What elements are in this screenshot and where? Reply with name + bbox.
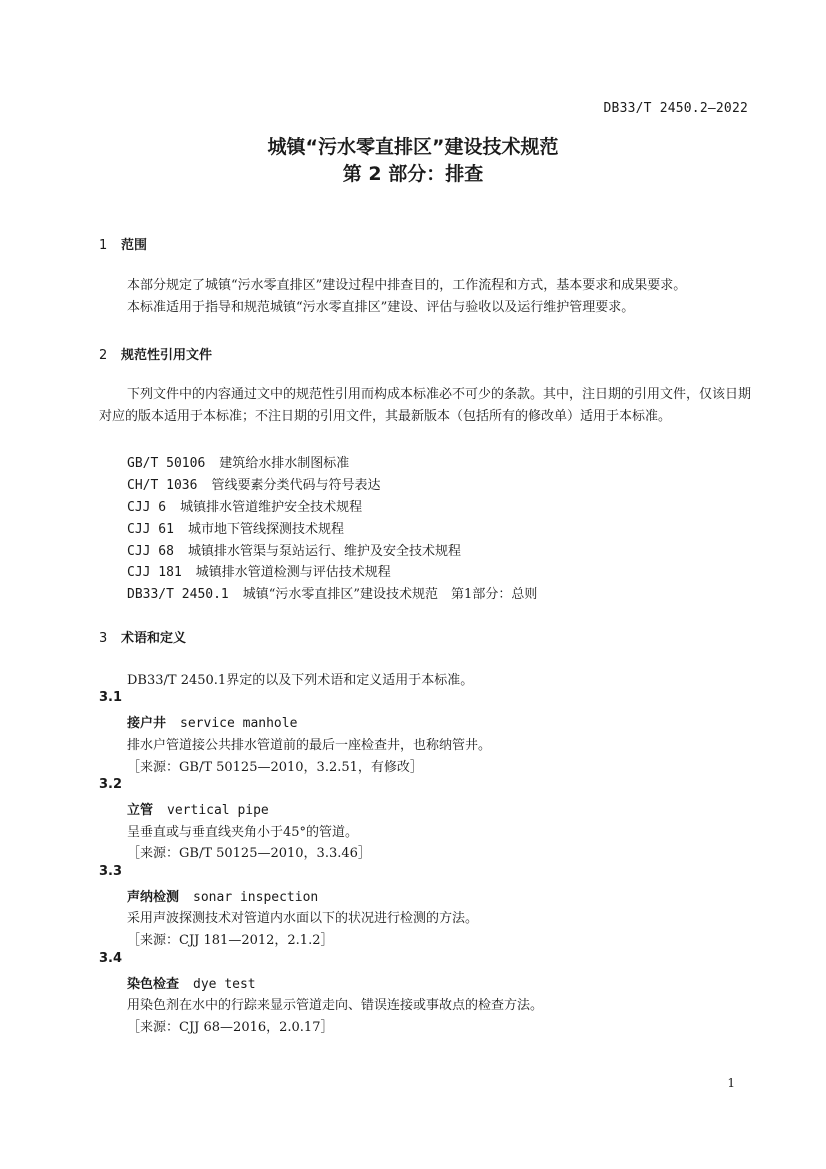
reference-item — [127, 452, 349, 471]
term-en: vertical pipe — [167, 803, 269, 818]
reference-title: 城镇排水管道维护安全技术规程 — [180, 500, 363, 515]
reference-code: CJJ 6 — [127, 500, 167, 515]
term-number: 3.3 — [99, 864, 123, 879]
term-title — [127, 712, 297, 731]
term-zh: 立管 — [127, 803, 154, 818]
document-title: 城镇“污水零直排区”建设技术规范 — [267, 136, 559, 158]
section-title: 术语和定义 — [121, 631, 187, 646]
term-number: 3.4 — [99, 951, 123, 966]
reference-title: 城市地下管线探测技术规程 — [187, 522, 344, 537]
reference-item — [127, 561, 391, 580]
reference-code: DB33/T 2450.1 — [127, 587, 229, 602]
reference-code: CH/T 1036 — [127, 478, 198, 493]
section-number: 3 — [99, 631, 108, 646]
reference-title: 城镇排水管渠与泵站运行、维护及安全技术规程 — [187, 544, 461, 559]
term-source: ［来源：CJJ 68—2016，2.0.17］ — [127, 1020, 334, 1035]
reference-item — [127, 518, 344, 537]
reference-code: GB/T 50106 — [127, 456, 206, 471]
page-number: 1 — [727, 1076, 735, 1090]
reference-code: CJJ 61 — [127, 522, 174, 537]
term-definition: 用染色剂在水中的行踪来显示管道走向、错误连接或事故点的检查方法。 — [127, 998, 544, 1013]
term-en: sonar inspection — [193, 890, 319, 905]
reference-title: 城镇“污水零直排区”建设技术规范 第1部分：总则 — [242, 587, 538, 602]
reference-title: 建筑给水排水制图标准 — [219, 456, 350, 471]
section-title: 规范性引用文件 — [121, 348, 213, 363]
reference-item — [127, 474, 380, 493]
reference-code: CJJ 181 — [127, 565, 182, 580]
term-title — [127, 886, 318, 905]
term-title — [127, 799, 269, 818]
term-zh: 接户井 — [127, 716, 167, 731]
term-definition: 采用声波探测技术对管道内水面以下的状况进行检测的方法。 — [127, 911, 479, 926]
term-number: 3.1 — [99, 690, 123, 705]
paragraph: 下列文件中的内容通过文中的规范性引用而构成本标准必不可少的条款。其中，注日期的引用文件，仅该日期对应的版本适用于本标准；不注日期的引用文件，其最新版本（包括所有的修改单）适用于本标准。 — [99, 387, 752, 424]
term-en: service manhole — [180, 716, 298, 731]
term-source: ［来源：GB/T 50125—2010，3.3.46］ — [127, 846, 371, 861]
reference-code: CJJ 68 — [127, 544, 174, 559]
term-zh: 声纳检测 — [127, 890, 180, 905]
reference-item — [127, 583, 537, 602]
term-definition: 呈垂直或与垂直线夹角小于45°的管道。 — [127, 825, 359, 840]
term-en: dye test — [193, 977, 256, 992]
term-zh: 染色检查 — [127, 977, 180, 992]
reference-item — [127, 496, 362, 515]
section-number: 2 — [99, 348, 108, 363]
reference-item — [127, 540, 461, 559]
section-heading-terms-and-definitions — [99, 627, 186, 646]
term-definition: 排水户管道接公共排水管道前的最后一座检查井，也称纳管井。 — [127, 738, 492, 753]
section-heading-scope — [99, 234, 147, 253]
term-source: ［来源：GB/T 50125—2010，3.2.51，有修改］ — [127, 760, 423, 775]
paragraph: 本标准适用于指导和规范城镇“污水零直排区”建设、评估与验收以及运行维护管理要求。 — [127, 300, 635, 315]
section-title: 范围 — [121, 238, 148, 253]
reference-title: 城镇排水管道检测与评估技术规程 — [195, 565, 391, 580]
reference-title: 管线要素分类代码与符号表达 — [211, 478, 381, 493]
document-subtitle: 第 2 部分：排查 — [342, 163, 484, 185]
section-number: 1 — [99, 238, 108, 253]
term-number: 3.2 — [99, 777, 123, 792]
term-title — [127, 973, 256, 992]
paragraph: 本部分规定了城镇“污水零直排区”建设过程中排查目的，工作流程和方式，基本要求和成果要求。 — [127, 278, 687, 293]
document-code: DB33/T 2450.2—2022 — [603, 101, 748, 116]
section-heading-normative-references — [99, 344, 212, 363]
term-source: ［来源：CJJ 181—2012，2.1.2］ — [127, 933, 334, 948]
paragraph: DB33/T 2450.1界定的以及下列术语和定义适用于本标准。 — [127, 673, 474, 688]
